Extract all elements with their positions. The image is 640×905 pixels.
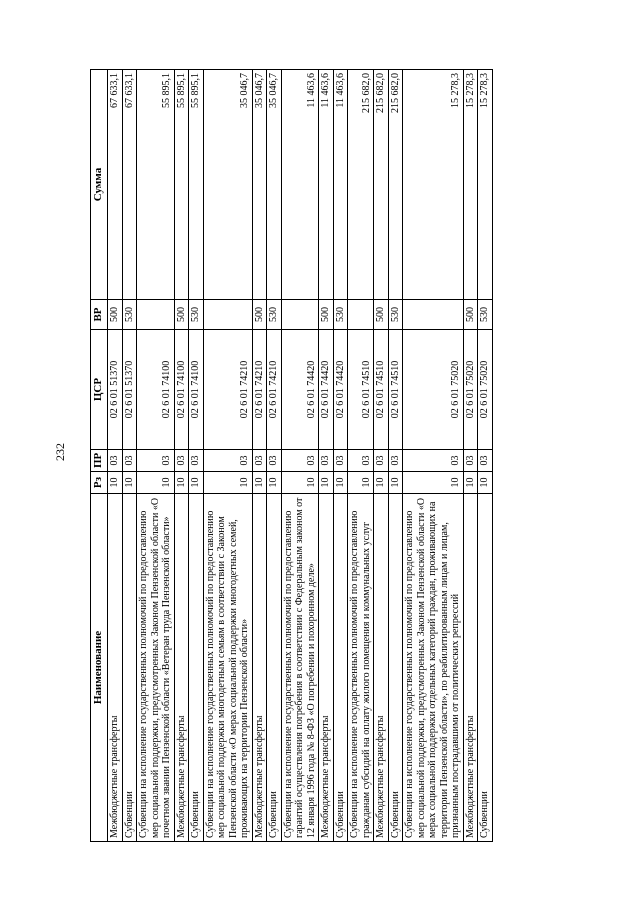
- header-csr: ЦСР: [91, 330, 108, 450]
- row-rz: 10: [319, 472, 334, 494]
- row-name: Субвенции: [122, 494, 137, 842]
- row-sum: 35 046,7: [267, 70, 282, 300]
- row-csr: 02 6 01 75020: [463, 330, 478, 450]
- row-sum: 215 682,0: [388, 70, 403, 300]
- row-rz: 10: [122, 472, 137, 494]
- row-csr: 02 6 01 74100: [137, 330, 175, 450]
- table-row: [108, 70, 123, 842]
- page-number: 232: [53, 443, 67, 461]
- row-pr: 03: [137, 450, 175, 472]
- table-row: [388, 70, 403, 842]
- row-name: Межбюджетные трансферты: [319, 494, 334, 842]
- row-vr: 530: [333, 300, 348, 330]
- row-vr: 500: [319, 300, 334, 330]
- table-row: [203, 70, 252, 842]
- row-csr: 02 6 01 74420: [319, 330, 334, 450]
- row-sum: 15 278,3: [478, 70, 493, 300]
- row-sum: 35 046,7: [252, 70, 267, 300]
- row-pr: 03: [108, 450, 123, 472]
- row-name: Субвенции на исполнение государственных полномочий по предоставлению мер социальной поддержки, предусмотренных Законом Пензенской области «О почетном звании Пензенской области «Ветеран труда Пензенской области»: [137, 494, 175, 842]
- row-name: Межбюджетные трансферты: [252, 494, 267, 842]
- row-vr: 500: [174, 300, 189, 330]
- row-name: Субвенции на исполнение государственных полномочий по предоставлению мер социальной поддержки, предусмотренных Законом Пензенской области «О мерах социальной поддержки отдельных категорий граждан, проживающих на территории Пензенской области», по реабилитированным лицам и лицам, признанным пострадавшими от политических репрессий: [403, 494, 464, 842]
- row-sum: 11 463,6: [333, 70, 348, 300]
- row-sum: 15 278,3: [403, 70, 464, 300]
- row-pr: 03: [122, 450, 137, 472]
- row-sum: 55 895,1: [137, 70, 175, 300]
- header-vr: ВР: [91, 300, 108, 330]
- row-vr: [281, 300, 319, 330]
- row-pr: 03: [388, 450, 403, 472]
- row-csr: 02 6 01 51370: [108, 330, 123, 450]
- table-row: [463, 70, 478, 842]
- table-row: [333, 70, 348, 842]
- budget-table-container: [90, 70, 608, 842]
- row-csr: 02 6 01 74210: [252, 330, 267, 450]
- row-csr: 02 6 01 74510: [348, 330, 374, 450]
- row-rz: 10: [252, 472, 267, 494]
- row-sum: 35 046,7: [203, 70, 252, 300]
- table-row: [137, 70, 175, 842]
- row-csr: 02 6 01 74510: [388, 330, 403, 450]
- row-csr: 02 6 01 74420: [281, 330, 319, 450]
- header-name: Наименование: [91, 494, 108, 842]
- row-rz: 10: [348, 472, 374, 494]
- row-name: Субвенции: [478, 494, 493, 842]
- row-rz: 10: [388, 472, 403, 494]
- row-name: Межбюджетные трансферты: [374, 494, 389, 842]
- row-pr: 03: [478, 450, 493, 472]
- row-vr: 530: [189, 300, 204, 330]
- table-row: [267, 70, 282, 842]
- row-name: Субвенции: [388, 494, 403, 842]
- table-row: [478, 70, 493, 842]
- row-rz: 10: [281, 472, 319, 494]
- table-row: [348, 70, 374, 842]
- row-sum: 215 682,0: [348, 70, 374, 300]
- row-csr: 02 6 01 51370: [122, 330, 137, 450]
- row-pr: 03: [333, 450, 348, 472]
- row-rz: 10: [478, 472, 493, 494]
- row-csr: 02 6 01 74100: [174, 330, 189, 450]
- row-csr: 02 6 01 74420: [333, 330, 348, 450]
- table-row: [374, 70, 389, 842]
- row-name: Межбюджетные трансферты: [463, 494, 478, 842]
- row-pr: 03: [319, 450, 334, 472]
- row-rz: 10: [267, 472, 282, 494]
- row-csr: 02 6 01 74510: [374, 330, 389, 450]
- header-pr: ПР: [91, 450, 108, 472]
- row-pr: 03: [189, 450, 204, 472]
- row-csr: 02 6 01 74100: [189, 330, 204, 450]
- table-row: [403, 70, 464, 842]
- table-header-row: [91, 70, 108, 842]
- row-name: Субвенции: [189, 494, 204, 842]
- row-vr: [403, 300, 464, 330]
- row-vr: 500: [374, 300, 389, 330]
- table-row: [281, 70, 319, 842]
- row-sum: 55 895,1: [189, 70, 204, 300]
- row-rz: 10: [374, 472, 389, 494]
- row-sum: 215 682,0: [374, 70, 389, 300]
- row-name: Субвенции: [333, 494, 348, 842]
- row-pr: 03: [403, 450, 464, 472]
- row-vr: 500: [108, 300, 123, 330]
- row-vr: [348, 300, 374, 330]
- row-vr: 500: [252, 300, 267, 330]
- row-pr: 03: [463, 450, 478, 472]
- row-name: Субвенции: [267, 494, 282, 842]
- row-sum: 11 463,6: [319, 70, 334, 300]
- header-sum: Сумма: [91, 70, 108, 300]
- row-pr: 03: [281, 450, 319, 472]
- row-pr: 03: [252, 450, 267, 472]
- row-vr: 530: [122, 300, 137, 330]
- table-row: [122, 70, 137, 842]
- row-name: Субвенции на исполнение государственных полномочий по предоставлению гражданам субсидий на оплату жилого помещения и коммунальных услуг: [348, 494, 374, 842]
- table-row: [252, 70, 267, 842]
- row-pr: 03: [374, 450, 389, 472]
- row-vr: 530: [267, 300, 282, 330]
- row-rz: 10: [174, 472, 189, 494]
- row-rz: 10: [403, 472, 464, 494]
- row-sum: 11 463,6: [281, 70, 319, 300]
- row-rz: 10: [333, 472, 348, 494]
- row-vr: [203, 300, 252, 330]
- table-row: [189, 70, 204, 842]
- row-rz: 10: [137, 472, 175, 494]
- row-csr: 02 6 01 74210: [203, 330, 252, 450]
- row-vr: [137, 300, 175, 330]
- row-pr: 03: [174, 450, 189, 472]
- row-sum: 15 278,3: [463, 70, 478, 300]
- row-name: Межбюджетные трансферты: [108, 494, 123, 842]
- row-vr: 500: [463, 300, 478, 330]
- row-sum: 67 633,1: [122, 70, 137, 300]
- row-vr: 530: [478, 300, 493, 330]
- row-rz: 10: [203, 472, 252, 494]
- row-pr: 03: [203, 450, 252, 472]
- row-csr: 02 6 01 74210: [267, 330, 282, 450]
- row-name: Субвенции на исполнение государственных полномочий по предоставлению гарантий осуществления погребения в соответствии с Федеральным законом от 12 января 1996 года № 8-ФЗ «О погребении и похоронном деле»: [281, 494, 319, 842]
- row-sum: 55 895,1: [174, 70, 189, 300]
- row-name: Межбюджетные трансферты: [174, 494, 189, 842]
- row-sum: 67 633,1: [108, 70, 123, 300]
- row-pr: 03: [348, 450, 374, 472]
- row-rz: 10: [108, 472, 123, 494]
- row-csr: 02 6 01 75020: [403, 330, 464, 450]
- table-row: [174, 70, 189, 842]
- header-rz: Рз: [91, 472, 108, 494]
- row-rz: 10: [463, 472, 478, 494]
- table-row: [319, 70, 334, 842]
- row-csr: 02 6 01 75020: [478, 330, 493, 450]
- row-pr: 03: [267, 450, 282, 472]
- row-rz: 10: [189, 472, 204, 494]
- budget-table: [90, 69, 493, 842]
- row-name: Субвенции на исполнение государственных полномочий по предоставлению мер социальной поддержки многодетным семьям в соответствии с Законом Пензенской области «О мерах социальной поддержки многодетных семей, проживающих на территории Пензенской области»: [203, 494, 252, 842]
- row-vr: 530: [388, 300, 403, 330]
